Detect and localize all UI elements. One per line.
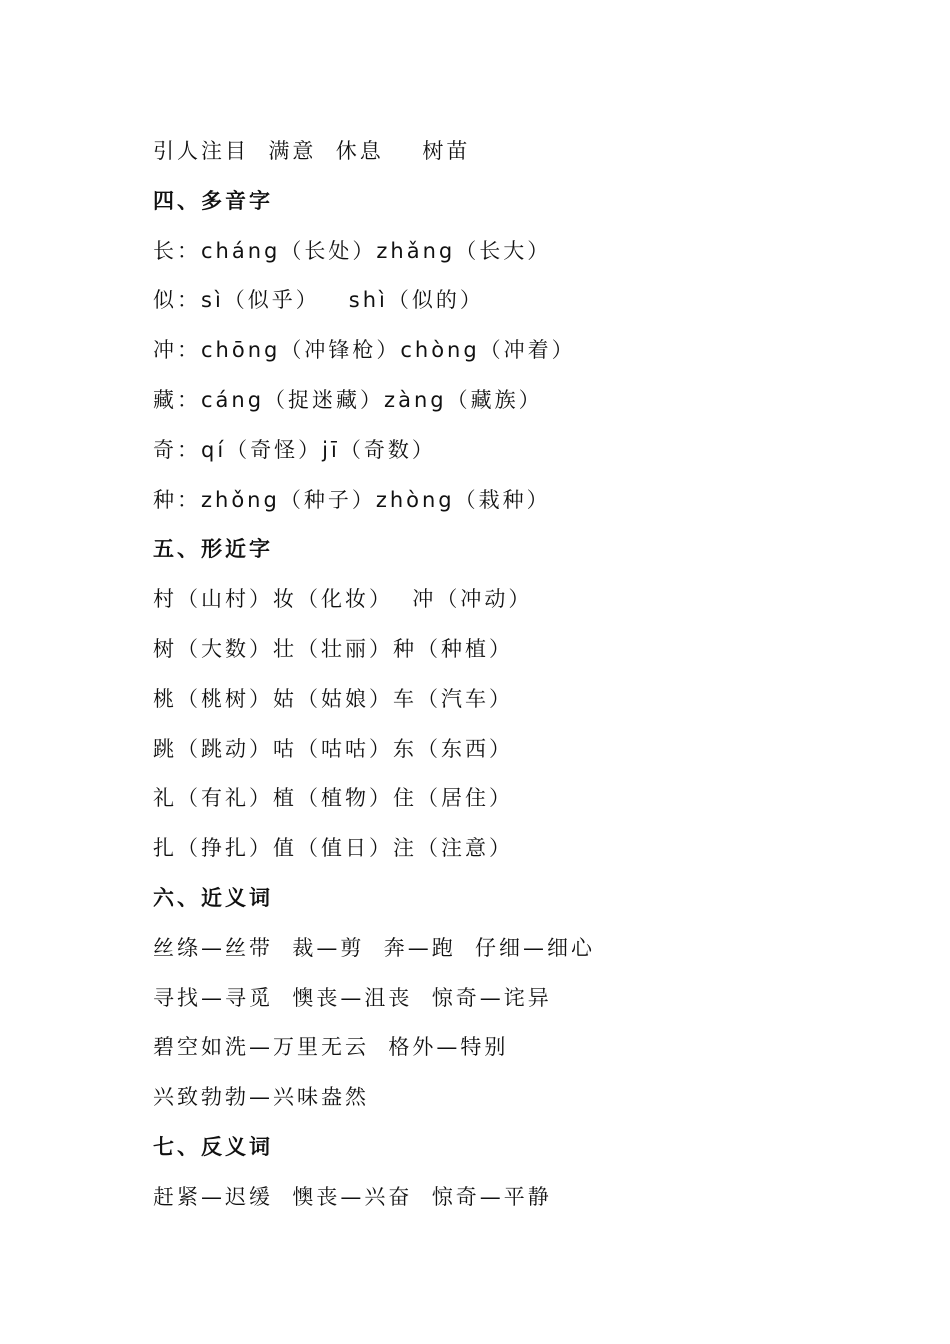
polyphone-line: 似：sì（似乎） shì（似的） <box>153 288 484 313</box>
polyphone-line: 种：zhǒng（种子）zhòng（栽种） <box>153 487 551 512</box>
similar-char-line: 扎（挣扎）值（值日）注（注意） <box>153 836 513 861</box>
antonym-line: 赶紧—迟缓 懊丧—兴奋 惊奇—平静 <box>153 1184 552 1209</box>
section-heading-polyphones: 四、多音字 <box>153 188 273 213</box>
similar-char-line: 桃（桃树）姑（姑娘）车（汽车） <box>153 686 513 711</box>
section-heading-antonyms: 七、反义词 <box>153 1134 273 1159</box>
polyphone-line: 冲：chōng（冲锋枪）chòng（冲着） <box>153 338 576 363</box>
similar-char-line: 树（大数）壮（壮丽）种（种植） <box>153 636 513 661</box>
similar-char-line: 跳（跳动）咕（咕咕）东（东西） <box>153 736 513 761</box>
similar-char-line: 礼（有礼）植（植物）住（居住） <box>153 786 513 811</box>
synonym-line: 兴致勃勃—兴味盎然 <box>153 1085 369 1110</box>
synonym-line: 碧空如洗—万里无云 格外—特别 <box>153 1035 509 1060</box>
section-heading-synonyms: 六、近义词 <box>153 885 273 910</box>
vocab-line: 引人注目 满意 休息 树苗 <box>153 139 471 163</box>
polyphone-line: 长：cháng（长处）zhǎng（长大） <box>153 238 552 263</box>
polyphone-line: 藏：cáng（捉迷藏）zàng（藏族） <box>153 387 543 412</box>
document-page <box>153 128 913 1224</box>
section-heading-similar-chars: 五、形近字 <box>153 537 273 562</box>
polyphone-line: 奇：qí（奇怪）jī（奇数） <box>153 437 436 462</box>
synonym-line: 寻找—寻觅 懊丧—沮丧 惊奇—诧异 <box>153 985 552 1010</box>
similar-char-line: 村（山村）妆（化妆） 冲（冲动） <box>153 587 533 612</box>
synonym-line: 丝绦—丝带 裁—剪 奔—跑 仔细—细心 <box>153 935 596 960</box>
